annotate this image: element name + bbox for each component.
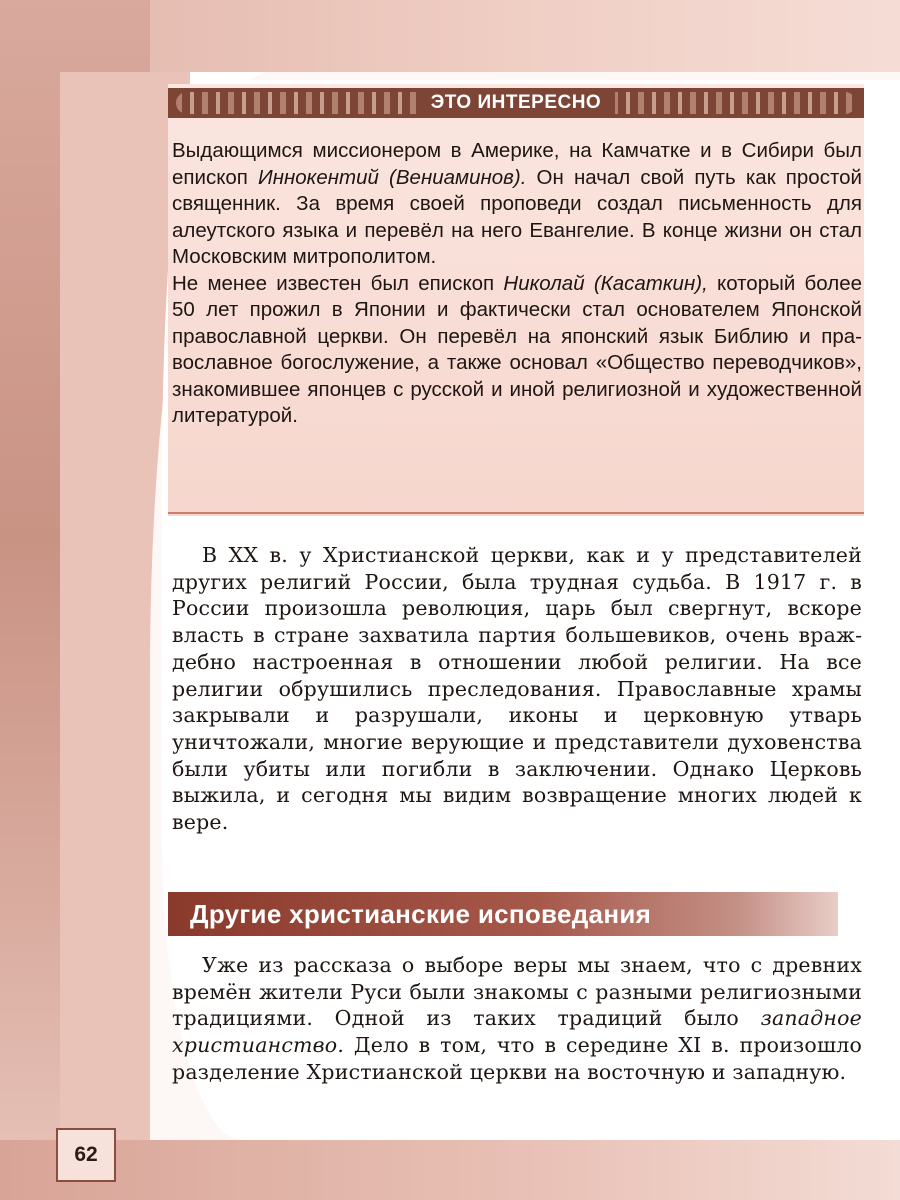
name-innokenty: Иннокентий (Вениаминов). xyxy=(258,165,527,189)
interest-header-bar xyxy=(168,88,864,118)
ornament-left-icon xyxy=(176,92,446,114)
interest-title: ЭТО ИНТЕРЕСНО xyxy=(417,92,615,114)
main-paragraph-1: В XX в. у Христианской церкви, как и у представителей других религий России, была трудная судьба. В 1917 г. в России произошла революция, царь был свергнут, вскоре власть в стране захватила партия большевиков, очень враждебно настроенная в отношении любой религии. На все религии обрушились преследования. Православные храмы закрывали и разрушали, иконы и церковную утварь уничтожали, многие верующие и представители духовенства были убиты или погибли в заключении. Однако Церковь выжила, и сегодня мы видим возвращение многих людей к вере. xyxy=(172,543,862,835)
interest-text xyxy=(172,138,862,430)
interest-paragraph-1: Выдающимся миссионером в Америке, на Камчатке и в Сибири был епископ Иннокентий (Вениаминов). Он начал свой путь как простой священник. За время своей проповеди создал письменность для алеутского языка и перевёл на него Евангелие. В конце жизни он стал Московским митрополитом. xyxy=(172,139,862,268)
name-nikolai: Николай (Касаткин), xyxy=(503,271,708,295)
section-heading xyxy=(168,892,838,936)
ornament-right-icon xyxy=(586,92,856,114)
page-number: 62 xyxy=(56,1128,116,1182)
main-paragraph-2: Уже из рассказа о выборе веры мы знаем, что с древних времён жители Руси были знакомы с разными религиозными традициями. Одной из таких традиций было западное христианство. Дело в том, что в середине XI в. произошло разделение Христианской церкви на восточную и западную. xyxy=(172,953,862,1084)
section-title: Другие христианские исповедания xyxy=(190,898,652,929)
section-divider xyxy=(168,512,864,514)
interest-paragraph-2: Не менее известен был епископ Николай (Касаткин), который более 50 лет прожил в Японии и фактически стал основателем Японской православной церкви. Он перевёл на японский язык Библию и православное богослужение, а также основал «Общество переводчиков», знакомившее японцев с русской и иной религиозной и художественной литературой. xyxy=(172,271,862,427)
bottom-background-band xyxy=(0,1140,900,1200)
term-western-christianity: западное христианство. xyxy=(172,1006,862,1058)
main-text-block-2 xyxy=(172,952,862,1086)
main-text-block-1 xyxy=(172,542,862,836)
